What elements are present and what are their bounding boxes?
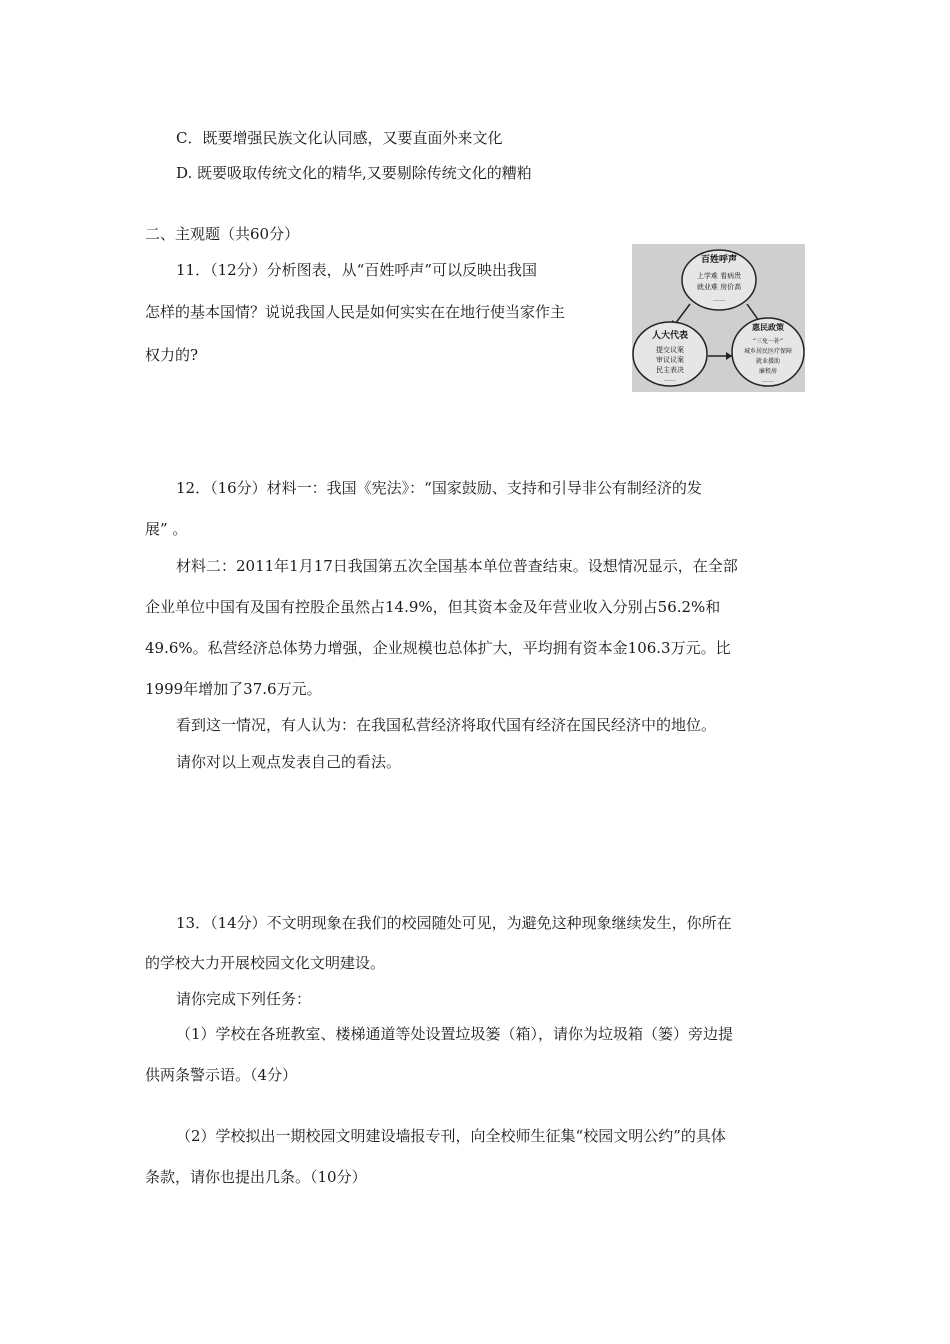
right-dots: …… (762, 377, 774, 384)
option-c: C．既要增强民族文化认同感，又要直面外来文化 (176, 129, 503, 147)
q12-line: 展” 。 (145, 520, 188, 538)
left-line: 审议议案 (656, 356, 684, 364)
diagram-svg (632, 244, 805, 392)
right-title: 惠民政策 (752, 323, 784, 332)
q13-line: 供两条警示语。（4分） (145, 1066, 298, 1084)
left-line: 民主表决 (656, 366, 684, 374)
q12-line: 1999年增加了37.6万元。 (145, 680, 322, 698)
right-line: 就业援助 (755, 358, 781, 365)
q13-line: 条款，请你也提出几条。（10分） (145, 1168, 367, 1186)
arrowhead-icon (726, 352, 732, 360)
q13-line: （1）学校在各班教室、楼梯通道等处设置垃圾篓（箱），请你为垃圾箱（篓）旁边提 (176, 1025, 734, 1043)
left-title: 人大代表 (651, 331, 689, 341)
q12-line: 49.6%。私营经济总体势力增强，企业规模也总体扩大，平均拥有资本金106.3万元。比 (145, 639, 731, 657)
right-line: 廉租房 (758, 368, 778, 375)
q11-line: 怎样的基本国情？说说我国人民是如何实实在在地行使当家作主 (145, 303, 566, 321)
top-line: 上学难 看病贵 (696, 272, 742, 280)
section-heading: 二、主观题（共60分） (145, 225, 300, 243)
q11-line: 11．（12分）分析图表，从“百姓呼声”可以反映出我国 (176, 261, 538, 279)
top-dots: …… (713, 296, 725, 303)
q11-diagram (632, 244, 805, 392)
q13-line: （2）学校拟出一期校园文明建设墙报专刊，向全校师生征集“校园文明公约”的具体 (176, 1127, 726, 1145)
q12-line: 材料二：2011年1月17日我国第五次全国基本单位普查结束。设想情况显示，在全部 (176, 557, 738, 575)
right-line: 城乡居民医疗保障 (743, 348, 793, 355)
q13-line: 13．（14分）不文明现象在我们的校园随处可见，为避免这种现象继续发生，你所在 (176, 914, 732, 932)
q13-line: 请你完成下列任务： (176, 990, 312, 1008)
right-line: “三免一补” (752, 338, 784, 345)
q13-line: 的学校大力开展校园文化文明建设。 (145, 954, 386, 972)
left-line: 提交议案 (656, 346, 684, 354)
option-d: D. 既要吸取传统文化的精华,又要剔除传统文化的糟粕 (176, 164, 532, 182)
q12-line: 企业单位中国有及国有控股企虽然占14.9%，但其资本金及年营业收入分别占56.2%和 (145, 598, 721, 616)
top-line: 就业难 房价高 (696, 283, 742, 291)
q11-line: 权力的? (145, 346, 199, 364)
q12-line: 看到这一情况，有人认为：在我国私营经济将取代国有经济在国民经济中的地位。 (176, 716, 717, 734)
left-dots: …… (664, 376, 676, 383)
q12-line: 12．（16分）材料一：我国《宪法》：“国家鼓励、支持和引导非公有制经济的发 (176, 479, 702, 497)
top-title: 百姓呼声 (700, 255, 738, 265)
q12-line: 请你对以上观点发表自己的看法。 (176, 753, 402, 771)
